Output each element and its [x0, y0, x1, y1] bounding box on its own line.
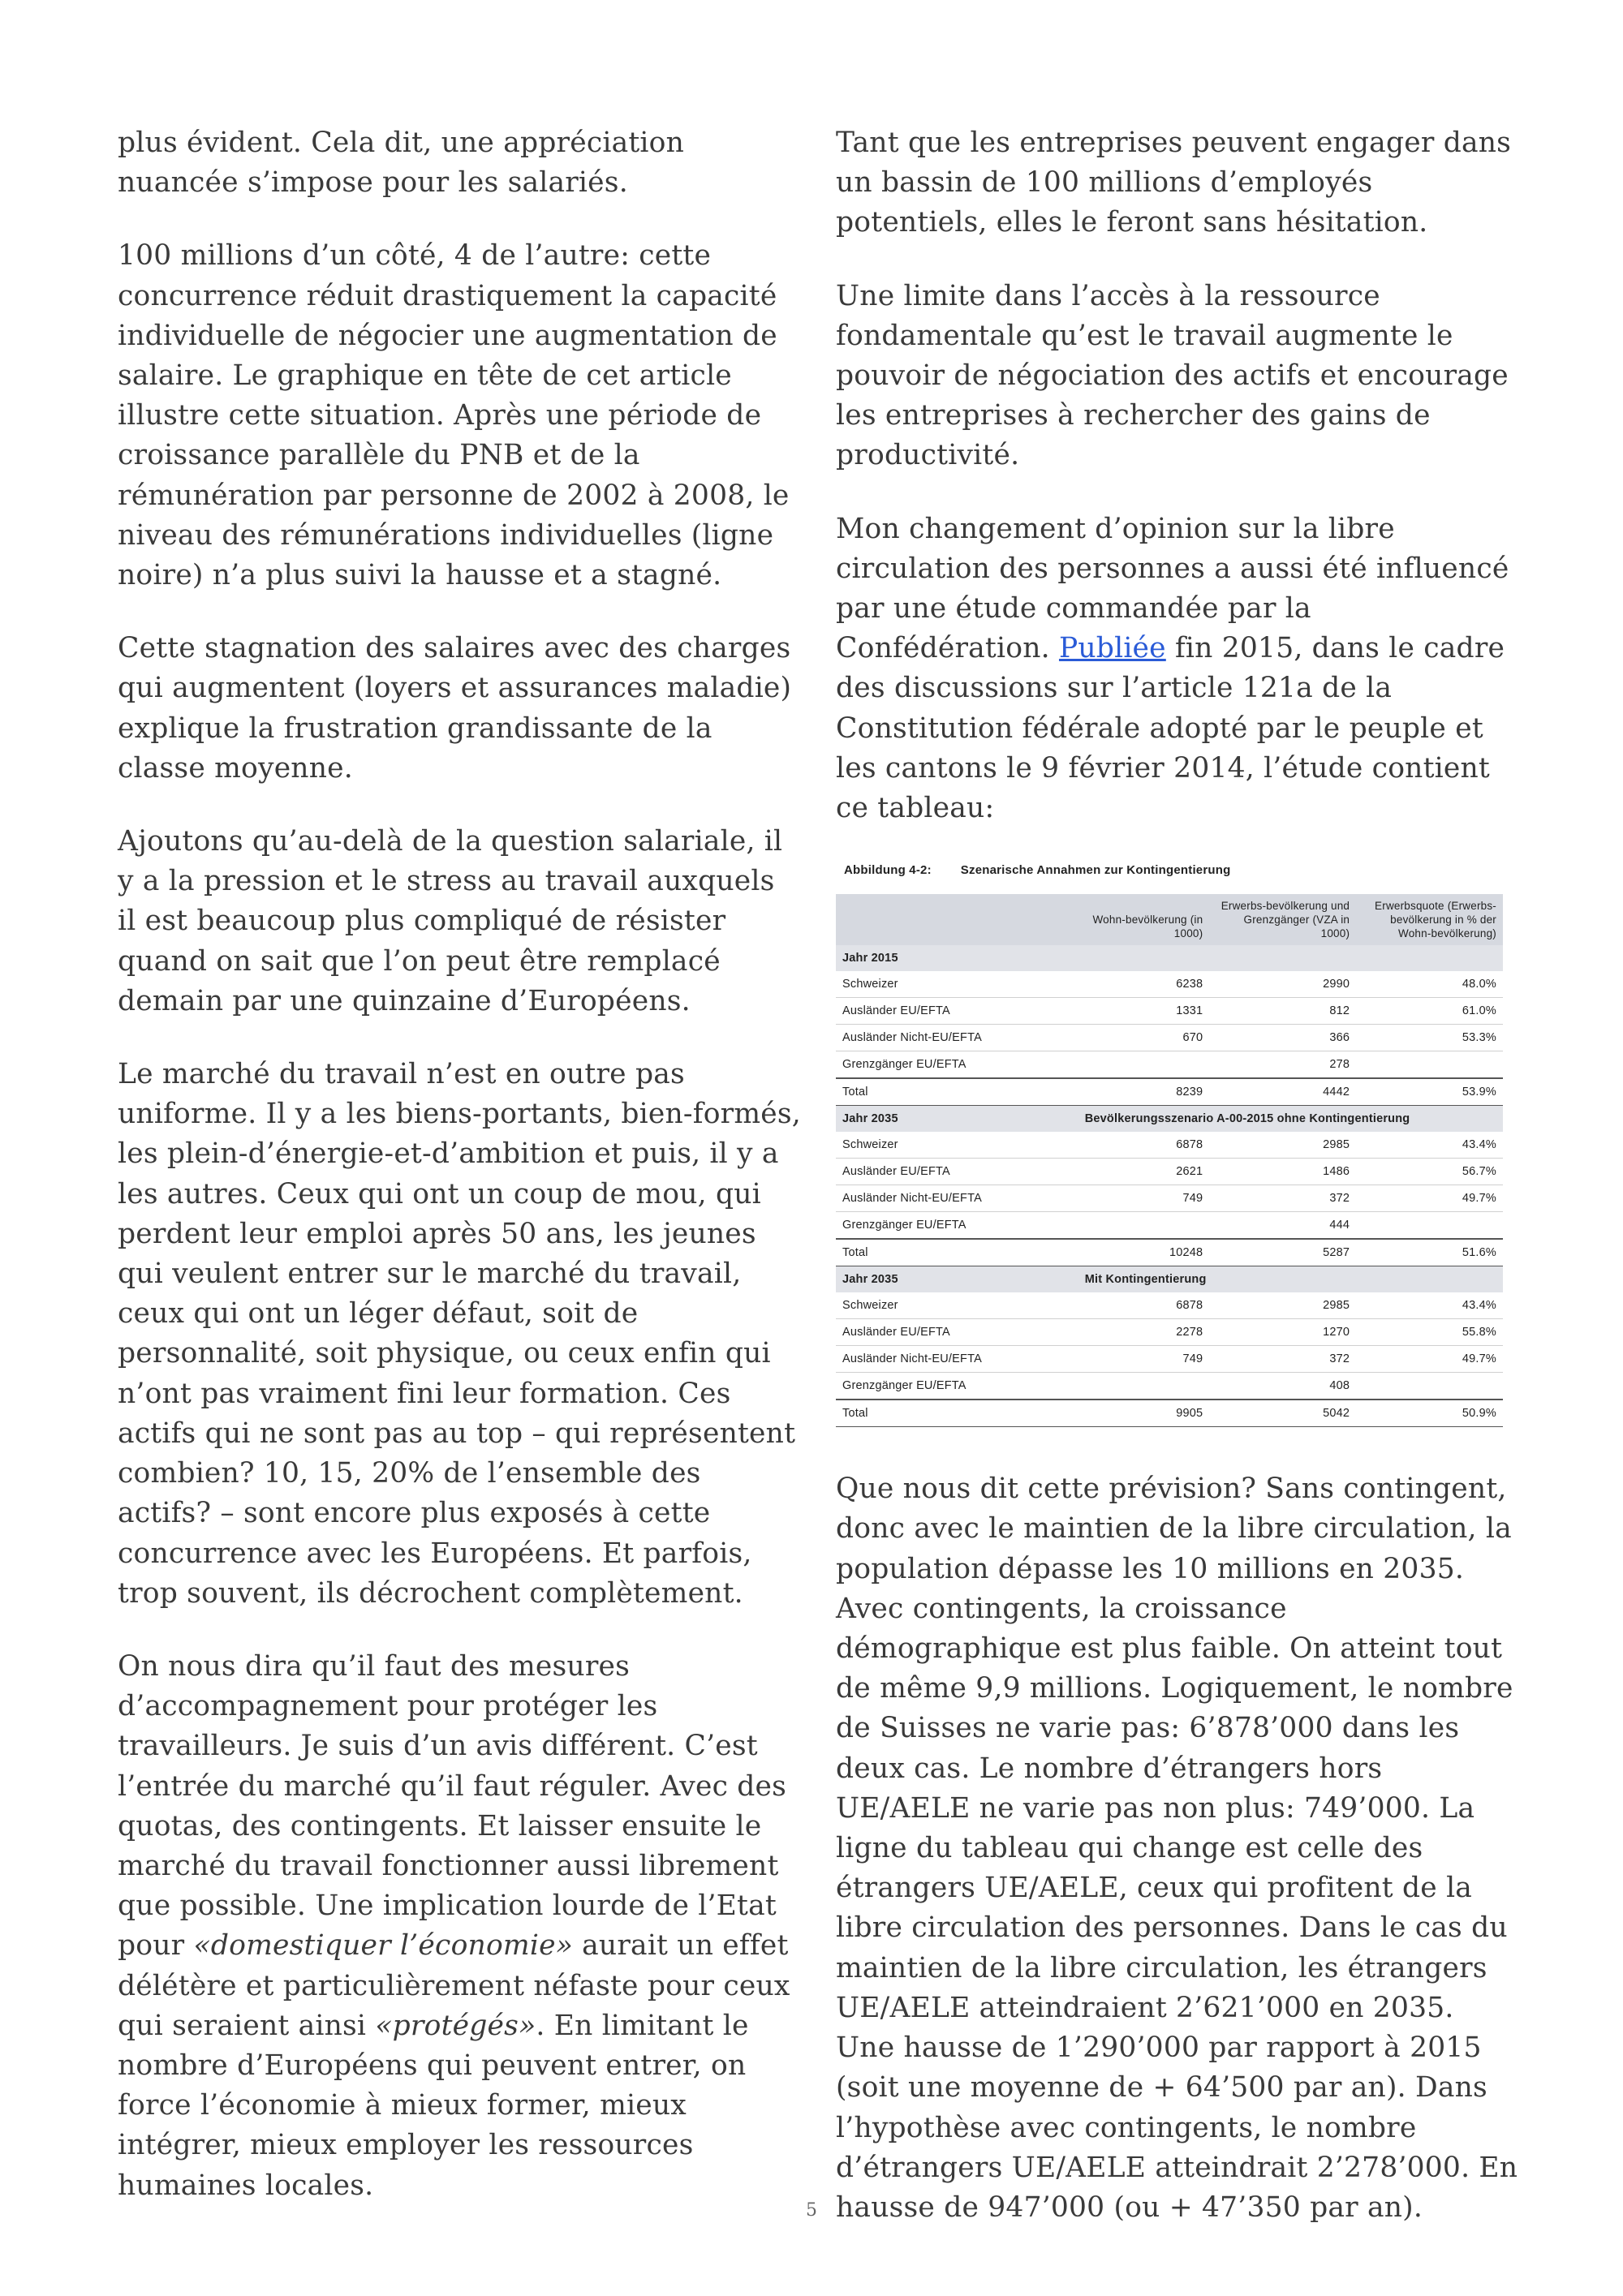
table-cell: 43.4% [1356, 1132, 1503, 1159]
table-cell: 6878 [1076, 1292, 1209, 1319]
header-cell-empty [836, 894, 1076, 945]
section-subtitle: Bevölkerungsszenario A-00-2015 ohne Kontingentierung [1084, 1112, 1410, 1126]
table-cell: Ausländer Nicht-EU/EFTA [836, 1346, 1076, 1373]
section-cell [836, 945, 1503, 971]
text-run: fin 2015, dans le cadre des discussions sur l’article 121a de la Constitution fédérale adopté par le peuple et les cantons le 9 février 2014, l’étude contient ce tableau: [836, 632, 1505, 825]
table-row [836, 1159, 1503, 1185]
italic-quote: «domestiquer l’économie» [193, 1929, 573, 1963]
table-cell: Schweizer [836, 1292, 1076, 1319]
table-cell: 278 [1209, 1051, 1356, 1079]
text-run: aurait un effet délétère et particulièrement néfaste pour ceux qui seraient ainsi [118, 1929, 790, 2042]
scenario-table-figure [836, 862, 1503, 1427]
table-cell: 2985 [1209, 1132, 1356, 1159]
table-cell: 5287 [1209, 1239, 1356, 1266]
section-label: Jahr 2015 [842, 952, 898, 965]
table-row [836, 1346, 1503, 1373]
table-cell: 1486 [1209, 1159, 1356, 1185]
paragraph: 100 millions d’un côté, 4 de l’autre: cette concurrence réduit drastiquement la capacité individuelle de négocier une augmentation de salaire. Le graphique en tête de cet article illustre cette situation. Après une période de croissance parallèle du PNB et de la rémunération par personne de 2002 à 2008, le niveau des rémunérations individuelles (ligne noire) n’a plus suivi la hausse et a stagné. [118, 239, 790, 592]
table-cell: Schweizer [836, 1132, 1076, 1159]
table-cell: 43.4% [1356, 1292, 1503, 1319]
table-cell: Total [836, 1400, 1076, 1427]
table-cell: Grenzgänger EU/EFTA [836, 1051, 1076, 1079]
table-cell: 61.0% [1356, 998, 1503, 1025]
table-cell: 5042 [1209, 1400, 1356, 1427]
section-label: Jahr 2035 [842, 1273, 898, 1287]
table-cell: 48.0% [1356, 971, 1503, 998]
figure-caption [844, 862, 1503, 879]
scenario-table [836, 894, 1503, 1427]
right-column [836, 123, 1519, 2261]
table-row [836, 1292, 1503, 1319]
paragraph: Le marché du travail n’est en outre pas uniforme. Il y a les biens-portants, bien-formés, les plein-d’énergie-et-d’ambition et puis, il y a les autres. Ceux qui ont un coup de mou, qui perdent leur emploi après 50 ans, les jeunes qui veulent entrer sur le marché du travail, ceux qui ont un léger défaut, soit de personnalité, soit physique, ou ceux enfin qui n’ont pas vraiment fini leur formation. Ces actifs qui ne sont pas au top – qui représentent combien? 10, 15, 20% de l’ensemble des actifs? – sont encore plus exposés à cette concurrence avec les Européens. Et parfois, trop souvent, ils décrochent complètement. [118, 1058, 801, 1610]
table-cell [1356, 1212, 1503, 1240]
table-cell: 2985 [1209, 1292, 1356, 1319]
table-cell: 53.3% [1356, 1025, 1503, 1051]
table-cell: Ausländer EU/EFTA [836, 998, 1076, 1025]
table-cell: Ausländer Nicht-EU/EFTA [836, 1185, 1076, 1212]
table-cell [1076, 1212, 1209, 1240]
paragraph [836, 510, 1519, 829]
figure-caption-title: Szenarische Annahmen zur Kontingentierung [960, 863, 1231, 878]
table-cell: Ausländer EU/EFTA [836, 1159, 1076, 1185]
section-subtitle: Mit Kontingentierung [1084, 1273, 1207, 1287]
table-row [836, 1078, 1503, 1106]
table-cell: 2990 [1209, 971, 1356, 998]
paragraph: Tant que les entreprises peuvent engager dans un bassin de 100 millions d’employés potentiels, elles le feront sans hésitation. [836, 127, 1512, 239]
table-row [836, 1132, 1503, 1159]
left-column [118, 123, 801, 2239]
header-cell: Erwerbs-bevölkerung und Grenzgänger (VZA in 1000) [1209, 894, 1356, 945]
table-cell [1076, 1373, 1209, 1400]
table-cell: 6238 [1076, 971, 1209, 998]
table-cell [1356, 1051, 1503, 1079]
table-row [836, 1319, 1503, 1346]
table-cell: 53.9% [1356, 1078, 1503, 1106]
table-cell: Grenzgänger EU/EFTA [836, 1212, 1076, 1240]
table-cell: 6878 [1076, 1132, 1209, 1159]
paragraph: Une limite dans l’accès à la ressource fondamentale qu’est le travail augmente le pouvoir de négociation des actifs et encourage les entreprises à rechercher des gains de productivité. [836, 279, 1509, 472]
table-cell: 49.7% [1356, 1185, 1503, 1212]
text-run: On nous dira qu’il faut des mesures d’accompagnement pour protéger les travailleurs. Je suis d’un avis différent. C’est l’entrée du marché qu’il faut réguler. Avec des quotas, des contingents. Et laisser ensuite le marché du travail fonctionner aussi librement que possible. Une implication lourde de l’Etat pour [118, 1649, 787, 1963]
table-section-row [836, 945, 1503, 971]
section-cell [836, 1106, 1503, 1133]
table-cell: Schweizer [836, 971, 1076, 998]
paragraph [118, 1647, 801, 2206]
table-cell: 51.6% [1356, 1239, 1503, 1266]
paragraph: Cette stagnation des salaires avec des charges qui augmentent (loyers et assurances maladie) explique la frustration grandissante de la classe moyenne. [118, 632, 792, 785]
table-cell: 1331 [1076, 998, 1209, 1025]
table-cell: 4442 [1209, 1078, 1356, 1106]
section-label: Jahr 2035 [842, 1112, 898, 1126]
table-row [836, 1212, 1503, 1240]
paragraph: Que nous dit cette prévision? Sans contingent, donc avec le maintien de la libre circulation, la population dépasse les 10 millions en 2035. Avec contingents, la croissance démographique est plus faible. On atteint tout de même 9,9 millions. Logiquement, le nombre de Suisses ne varie pas: 6’878’000 dans les deux cas. Le nombre d’étrangers hors UE/AELE ne varie pas non plus: 749’000. La ligne du tableau qui change est celle des étrangers UE/AELE, ceux qui profitent de la libre circulation des personnes. Dans le cas du maintien de la libre circulation, les étrangers UE/AELE atteindraient 2’621’000 en 2035. Une hausse de 1’290’000 par rapport à 2015 (soit une moyenne de + 64’500 par an). Dans l’hypothèse avec contingents, le nombre d’étrangers UE/AELE atteindrait 2’278’000. En hausse de 947’000 (ou + 47’350 par an). [836, 1473, 1518, 2224]
table-section-row [836, 1106, 1503, 1133]
table-cell: 8239 [1076, 1078, 1209, 1106]
table-row [836, 971, 1503, 998]
table-cell: 372 [1209, 1185, 1356, 1212]
table-cell: Total [836, 1239, 1076, 1266]
table-cell: Total [836, 1078, 1076, 1106]
table-cell: 372 [1209, 1346, 1356, 1373]
table-cell: 408 [1209, 1373, 1356, 1400]
table-cell: 2621 [1076, 1159, 1209, 1185]
section-cell [836, 1266, 1503, 1293]
table-cell: Ausländer EU/EFTA [836, 1319, 1076, 1346]
table-section-row [836, 1266, 1503, 1293]
table-row [836, 1239, 1503, 1266]
paragraph: plus évident. Cela dit, une appréciation nuancée s’impose pour les salariés. [118, 127, 685, 200]
table-row [836, 1185, 1503, 1212]
table-row [836, 1400, 1503, 1427]
table-row [836, 1051, 1503, 1079]
table-cell: 55.8% [1356, 1319, 1503, 1346]
table-cell: 10248 [1076, 1239, 1209, 1266]
table-cell: 56.7% [1356, 1159, 1503, 1185]
page-number: 5 [806, 2200, 817, 2221]
table-cell: 1270 [1209, 1319, 1356, 1346]
table-cell: 366 [1209, 1025, 1356, 1051]
table-cell: 812 [1209, 998, 1356, 1025]
table-cell: 670 [1076, 1025, 1209, 1051]
italic-quote: «protégés» [375, 2009, 536, 2042]
header-cell: Erwerbsquote (Erwerbs-bevölkerung in % der Wohn-bevölkerung) [1356, 894, 1503, 945]
table-cell [1076, 1051, 1209, 1079]
table-row [836, 998, 1503, 1025]
table-cell: 2278 [1076, 1319, 1209, 1346]
figure-caption-label: Abbildung 4-2: [844, 863, 932, 878]
table-cell: 444 [1209, 1212, 1356, 1240]
table-header-row [836, 894, 1503, 945]
table-body [836, 945, 1503, 1427]
table-cell: 50.9% [1356, 1400, 1503, 1427]
text-run: Mon changement d’opinion sur la libre circulation des personnes a aussi été influencé par une étude commandée par la Confédération. [836, 512, 1509, 665]
text-run: . En limitant le nombre d’Européens qui peuvent entrer, on force l’économie à mieux former, mieux intégrer, mieux employer les ressources humaines locales. [118, 2009, 749, 2202]
table-cell: Grenzgänger EU/EFTA [836, 1373, 1076, 1400]
publiee-link[interactable]: Publiée [1058, 632, 1166, 665]
table-cell: 749 [1076, 1346, 1209, 1373]
table-cell: Ausländer Nicht-EU/EFTA [836, 1025, 1076, 1051]
table-cell: 9905 [1076, 1400, 1209, 1427]
paragraph: Ajoutons qu’au-delà de la question salariale, il y a la pression et le stress au travail auxquels il est beaucoup plus compliqué de résister quand on sait que l’on peut être remplacé demain par une quinzaine d’Européens. [118, 825, 783, 1017]
header-cell: Wohn-bevölkerung (in 1000) [1076, 894, 1209, 945]
table-row [836, 1373, 1503, 1400]
table-row [836, 1025, 1503, 1051]
table-cell: 49.7% [1356, 1346, 1503, 1373]
table-cell: 749 [1076, 1185, 1209, 1212]
table-cell [1356, 1373, 1503, 1400]
